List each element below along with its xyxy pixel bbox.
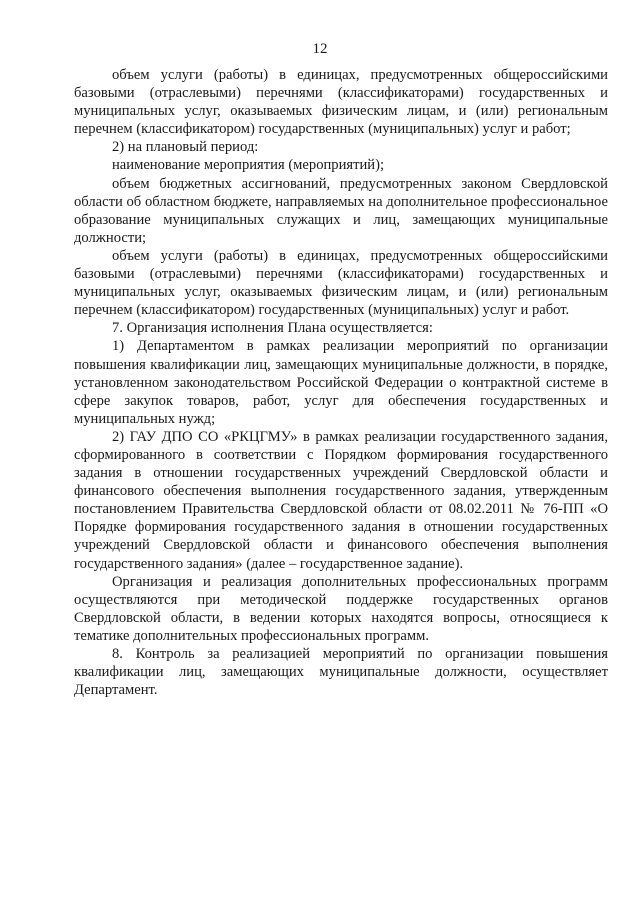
paragraph-section-7-item-2: 2) ГАУ ДПО СО «РКЦГМУ» в рамках реализации государственного задания, сформированного в соответствии с Порядком формирования государственного задания в отношении государственных учреждений Свердловской области и финансового обеспечения выполнения государственного задания, утвержденным постановлением Правительства Свердловской области от 08.02.2011 № 76-ПП «О Порядке формирования государственного задания в отношении государственных учреждений Свердловской области и финансового обеспечения выполнения государственного задания» (далее – государственное задание). — [74, 428, 608, 572]
paragraph-section-8: 8. Контроль за реализацией мероприятий по организации повышения квалификации лиц, замещающих муниципальные должности, осуществляет Департамент. — [74, 646, 608, 699]
paragraph-program-organization: Организация и реализация дополнительных профессиональных программ осуществляются при методической поддержке государственных органов Свердловской области, в ведении которых находятся вопросы, относящиеся к тематике дополнительных профессиональных программ. — [74, 573, 608, 644]
paragraph-service-volume-planned: объем услуги (работы) в единицах, предусмотренных общероссийскими базовыми (отраслевыми) перечнями (классификаторами) государственных и муниципальных услуг, оказываемых физическим лицам, и (или) региональным перечнем (классификатором) государственных (муниципальных) услуг и работ. — [74, 247, 608, 319]
paragraph-service-volume-current: объем услуги (работы) в единицах, предусмотренных общероссийскими базовыми (отраслевыми) перечнями (классификаторами) государственных и муниципальных услуг, оказываемых физическим лицам, и (или) региональным перечнем (классификатором) государственных (муниципальных) услуг и работ; — [74, 67, 608, 138]
paragraph-planning-period-heading: 2) на плановый период: — [112, 139, 259, 156]
paragraph-section-7: 7. Организация исполнения Плана осуществляется: — [112, 320, 433, 337]
paragraph-event-name: наименование мероприятия (мероприятий); — [112, 157, 385, 174]
page-number: 12 — [312, 41, 328, 57]
paragraph-budget-allocation: объем бюджетных ассигнований, предусмотренных законом Свердловской области об областном бюджете, направляемых на дополнительное профессиональное образование муниципальных служащих и лиц, замещающих муниципальные должности; — [74, 175, 608, 246]
document-body — [74, 66, 608, 699]
paragraph-section-7-item-1: 1) Департаментом в рамках реализации мероприятий по организации повышения квалификации лиц, замещающих муниципальные должности, в порядке, установленном законодательством Российской Федерации о контрактной системе в сфере закупок товаров, работ, услуг для обеспечения государственных и муниципальных нужд; — [74, 338, 608, 427]
